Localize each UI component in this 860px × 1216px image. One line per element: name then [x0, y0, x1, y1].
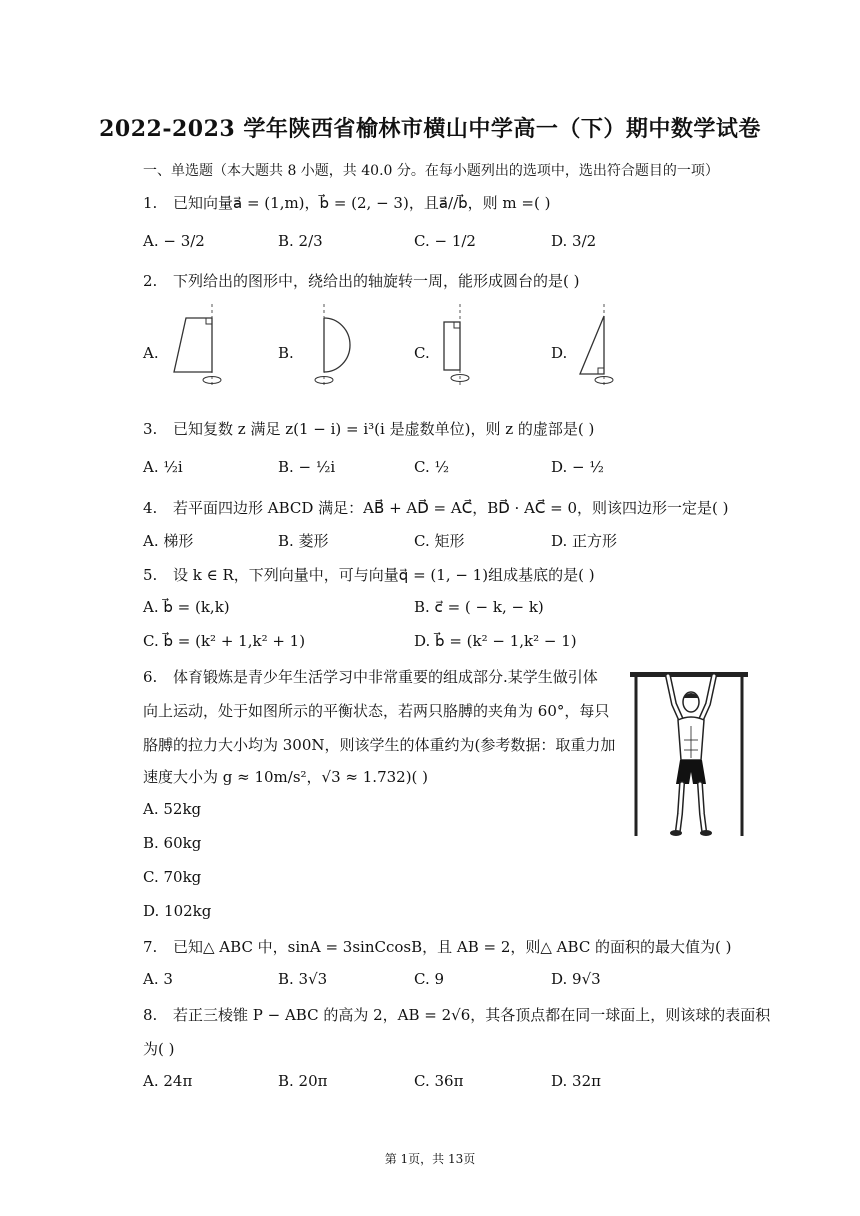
page-number-footer: 第 1页，共 13页: [384, 1152, 476, 1166]
q2-option-d: D.: [551, 344, 568, 362]
q6-option-b: B. 60kg: [143, 834, 202, 852]
q1-option-d: D. 3/2: [551, 232, 597, 250]
question-2-stem: 下列给出的图形中，绕给出的轴旋转一周，能形成圆台的是( ): [173, 272, 580, 290]
question-2: 2. 下列给出的图形中，绕给出的轴旋转一周，能形成圆台的是( ): [143, 272, 580, 290]
q8-option-a: A. 24π: [143, 1072, 193, 1090]
q4-option-c: C. 矩形: [414, 532, 465, 550]
q5-option-d: D. b⃗ = (k² − 1,k² − 1): [414, 632, 577, 650]
question-8-stem-line-1: 若正三棱锥 P − ABC 的高为 2，AB = 2√6，其各顶点都在同一球面上，则该球的表面积: [173, 1006, 771, 1024]
q1-option-b: B. 2/3: [278, 232, 323, 250]
question-6-stem-line-4: 速度大小为 g ≈ 10m/s²，√3 ≈ 1.732)( ): [143, 768, 429, 786]
question-4-stem: 若平面四边形 ABCD 满足：AB⃗ + AD⃗ = AC⃗，BD⃗ · AC⃗ = 0，则该四边形一定是( ): [173, 499, 729, 517]
triangle-rotation-figure: [572, 302, 628, 388]
section-heading: 一、单选题（本大题共 8 小题，共 40.0 分。在每小题列出的选项中，选出符合题目的一项）: [143, 163, 719, 179]
q4-option-b: B. 菱形: [278, 532, 329, 550]
question-5: 5. 设 k ∈ R，下列向量中，可与向量q⃗ = (1, − 1)组成基底的是( ): [143, 566, 595, 584]
question-6-stem-line-1: 体育锻炼是青少年生活学习中非常重要的组成部分.某学生做引体: [173, 668, 598, 686]
q8-option-d: D. 32π: [551, 1072, 601, 1090]
q2-option-c: C.: [414, 344, 430, 362]
q4-option-a: A. 梯形: [143, 532, 194, 550]
q4-option-d: D. 正方形: [551, 532, 618, 550]
question-6-stem-line-2: 向上运动，处于如图所示的平衡状态，若两只胳膊的夹角为 60°，每只: [143, 702, 610, 720]
q8-option-c: C. 36π: [414, 1072, 464, 1090]
question-4: 4. 若平面四边形 ABCD 满足：AB⃗ + AD⃗ = AC⃗，BD⃗ · AC⃗ = 0，则该四边形一定是( ): [143, 499, 729, 517]
rectangle-rotation-figure: [434, 302, 490, 388]
q7-option-d: D. 9√3: [551, 970, 601, 988]
question-7-stem: 已知△ ABC 中，sinA = 3sinCcosB，且 AB = 2，则△ ABC 的面积的最大值为( ): [173, 938, 732, 956]
q6-option-c: C. 70kg: [143, 868, 202, 886]
question-7: 7. 已知△ ABC 中，sinA = 3sinCcosB，且 AB = 2，则△ ABC 的面积的最大值为( ): [143, 938, 732, 956]
q7-option-c: C. 9: [414, 970, 445, 988]
q3-option-b: B. − ½i: [278, 458, 336, 476]
q2-option-b: B.: [278, 344, 294, 362]
q1-option-a: A. − 3/2: [143, 232, 205, 250]
q1-option-c: C. − 1/2: [414, 232, 476, 250]
exam-title: 2022-2023 学年陕西省榆林市横山中学高一（下）期中数学试卷: [99, 116, 761, 142]
q3-option-c: C. ½: [414, 458, 450, 476]
q6-option-a: A. 52kg: [143, 800, 202, 818]
q8-option-b: B. 20π: [278, 1072, 328, 1090]
q3-option-a: A. ½i: [143, 458, 183, 476]
question-1-stem: 已知向量a⃗ = (1,m)，b⃗ = (2, − 3)，且a⃗//b⃗，则 m =( ): [173, 194, 551, 212]
question-8: 8. 若正三棱锥 P − ABC 的高为 2，AB = 2√6，其各顶点都在同一球面上，则该球的表面积: [143, 1006, 771, 1024]
q5-option-a: A. b⃗ = (k,k): [143, 598, 230, 616]
question-6: 6. 体育锻炼是青少年生活学习中非常重要的组成部分.某学生做引体: [143, 668, 598, 686]
question-3: 3. 已知复数 z 满足 z(1 − i) = i³(i 是虚数单位)，则 z 的虚部是( ): [143, 420, 595, 438]
semicircle-rotation-figure: [300, 302, 356, 388]
question-6-stem-line-3: 胳膊的拉力大小均为 300N，则该学生的体重约为(参考数据：取重力加: [143, 736, 616, 754]
q6-option-d: D. 102kg: [143, 902, 212, 920]
question-5-stem: 设 k ∈ R，下列向量中，可与向量q⃗ = (1, − 1)组成基底的是( ): [173, 566, 595, 584]
q7-option-a: A. 3: [143, 970, 173, 988]
question-1: 1. 已知向量a⃗ = (1,m)，b⃗ = (2, − 3)，且a⃗//b⃗，则 m =( ): [143, 194, 551, 212]
q5-option-b: B. c⃗ = ( − k, − k): [414, 598, 544, 616]
trapezoid-rotation-figure: [168, 302, 224, 388]
q3-option-d: D. − ½: [551, 458, 604, 476]
question-8-stem-line-2: 为( ): [143, 1040, 175, 1058]
question-3-stem: 已知复数 z 满足 z(1 − i) = i³(i 是虚数单位)，则 z 的虚部是( ): [173, 420, 595, 438]
q5-option-c: C. b⃗ = (k² + 1,k² + 1): [143, 632, 306, 650]
q2-option-a: A.: [143, 344, 159, 362]
q7-option-b: B. 3√3: [278, 970, 328, 988]
pull-up-student-figure: [626, 664, 752, 840]
